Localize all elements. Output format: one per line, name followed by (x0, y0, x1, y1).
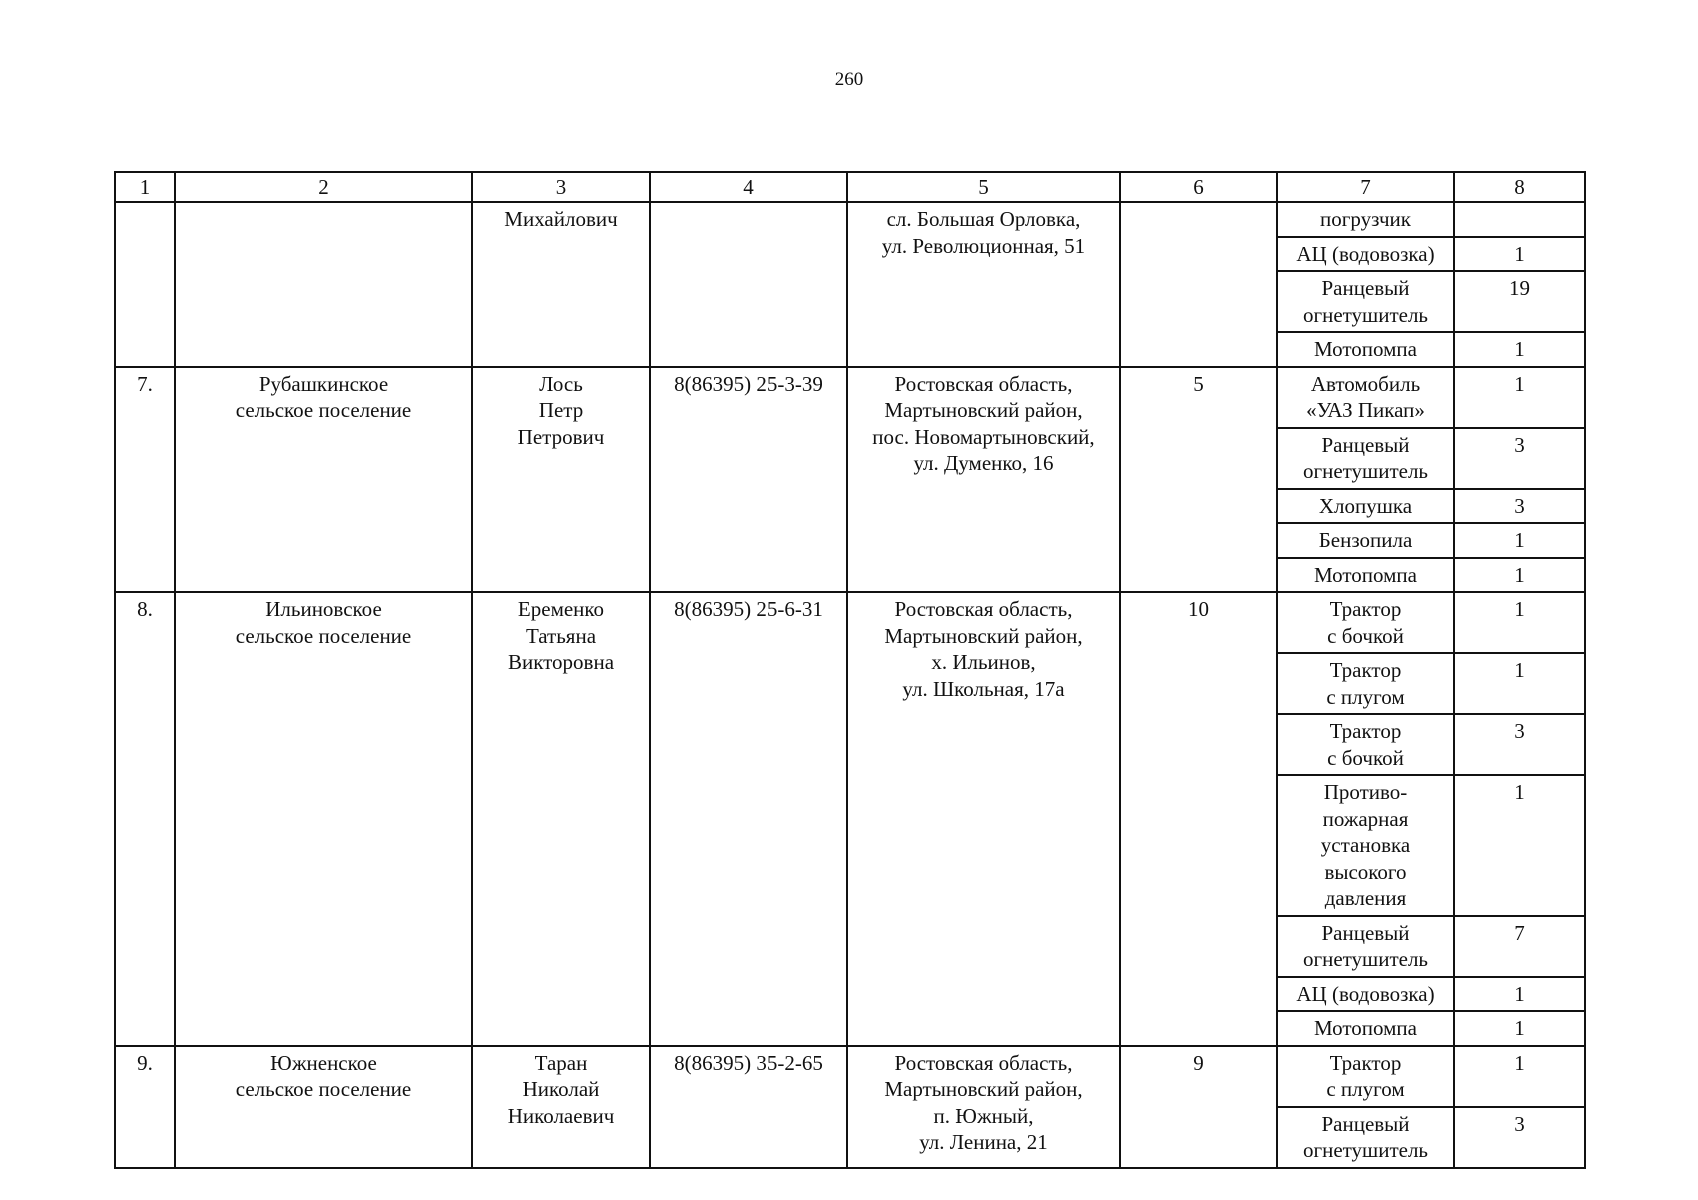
column-number: 4 (650, 172, 847, 202)
column-number: 6 (1120, 172, 1277, 202)
personnel-count: 9 (1120, 1046, 1277, 1168)
equipment-quantity: 1 (1454, 775, 1585, 916)
equipment-name: Мотопомпа (1277, 1011, 1454, 1046)
table-row (115, 367, 1585, 428)
equipment-quantity: 1 (1454, 558, 1585, 593)
column-number-row (115, 172, 1585, 202)
equipment-quantity: 1 (1454, 1011, 1585, 1046)
settlement-name (175, 202, 472, 367)
phone-number: 8(86395) 25-6-31 (650, 592, 847, 1046)
head-name: Лось Петр Петрович (472, 367, 650, 593)
equipment-name: Ранцевый огнетушитель (1277, 271, 1454, 332)
phone-number: 8(86395) 25-3-39 (650, 367, 847, 593)
equipment-quantity: 19 (1454, 271, 1585, 332)
address: сл. Большая Орловка, ул. Революционная, 51 (847, 202, 1120, 367)
row-number: 8. (115, 592, 175, 1046)
settlement-name: Ильиновское сельское поселение (175, 592, 472, 1046)
settlement-name: Южненское сельское поселение (175, 1046, 472, 1168)
column-number: 8 (1454, 172, 1585, 202)
equipment-quantity: 7 (1454, 916, 1585, 977)
equipment-name: Трактор с плугом (1277, 1046, 1454, 1107)
equipment-quantity: 1 (1454, 367, 1585, 428)
row-number (115, 202, 175, 367)
equipment-quantity: 1 (1454, 523, 1585, 558)
phone-number: 8(86395) 35-2-65 (650, 1046, 847, 1168)
address: Ростовская область, Мартыновский район, х. Ильинов, ул. Школьная, 17а (847, 592, 1120, 1046)
equipment-name: Мотопомпа (1277, 332, 1454, 367)
equipment-quantity: 1 (1454, 592, 1585, 653)
equipment-name: Ранцевый огнетушитель (1277, 916, 1454, 977)
equipment-quantity: 3 (1454, 428, 1585, 489)
equipment-name: Ранцевый огнетушитель (1277, 1107, 1454, 1168)
equipment-name: АЦ (водовозка) (1277, 977, 1454, 1012)
equipment-name: погрузчик (1277, 202, 1454, 237)
head-name: Еременко Татьяна Викторовна (472, 592, 650, 1046)
equipment-name: Хлопушка (1277, 489, 1454, 524)
equipment-name: АЦ (водовозка) (1277, 237, 1454, 272)
table-row (115, 1046, 1585, 1107)
row-number: 7. (115, 367, 175, 593)
settlement-name: Рубашкинское сельское поселение (175, 367, 472, 593)
equipment-quantity: 3 (1454, 1107, 1585, 1168)
equipment-quantity: 1 (1454, 977, 1585, 1012)
equipment-quantity: 3 (1454, 714, 1585, 775)
address: Ростовская область, Мартыновский район, п. Южный, ул. Ленина, 21 (847, 1046, 1120, 1168)
table-body (115, 172, 1585, 1168)
column-number: 3 (472, 172, 650, 202)
column-number: 5 (847, 172, 1120, 202)
equipment-table (114, 171, 1586, 1169)
column-number: 1 (115, 172, 175, 202)
equipment-name: Мотопомпа (1277, 558, 1454, 593)
equipment-name: Бензопила (1277, 523, 1454, 558)
equipment-quantity: 3 (1454, 489, 1585, 524)
personnel-count: 5 (1120, 367, 1277, 593)
equipment-name: Трактор с бочкой (1277, 592, 1454, 653)
equipment-quantity (1454, 202, 1585, 237)
column-number: 7 (1277, 172, 1454, 202)
phone-number (650, 202, 847, 367)
table-row (115, 202, 1585, 237)
equipment-name: Ранцевый огнетушитель (1277, 428, 1454, 489)
equipment-quantity: 1 (1454, 237, 1585, 272)
equipment-quantity: 1 (1454, 653, 1585, 714)
equipment-name: Трактор с плугом (1277, 653, 1454, 714)
equipment-name: Противо- пожарная установка высокого давления (1277, 775, 1454, 916)
head-name: Таран Николай Николаевич (472, 1046, 650, 1168)
column-number: 2 (175, 172, 472, 202)
table-row (115, 592, 1585, 653)
head-name: Михайлович (472, 202, 650, 367)
equipment-name: Трактор с бочкой (1277, 714, 1454, 775)
address: Ростовская область, Мартыновский район, пос. Новомартыновский, ул. Думенко, 16 (847, 367, 1120, 593)
equipment-name: Автомобиль «УАЗ Пикап» (1277, 367, 1454, 428)
personnel-count (1120, 202, 1277, 367)
personnel-count: 10 (1120, 592, 1277, 1046)
row-number: 9. (115, 1046, 175, 1168)
equipment-quantity: 1 (1454, 1046, 1585, 1107)
equipment-quantity: 1 (1454, 332, 1585, 367)
page-number: 260 (834, 69, 864, 90)
